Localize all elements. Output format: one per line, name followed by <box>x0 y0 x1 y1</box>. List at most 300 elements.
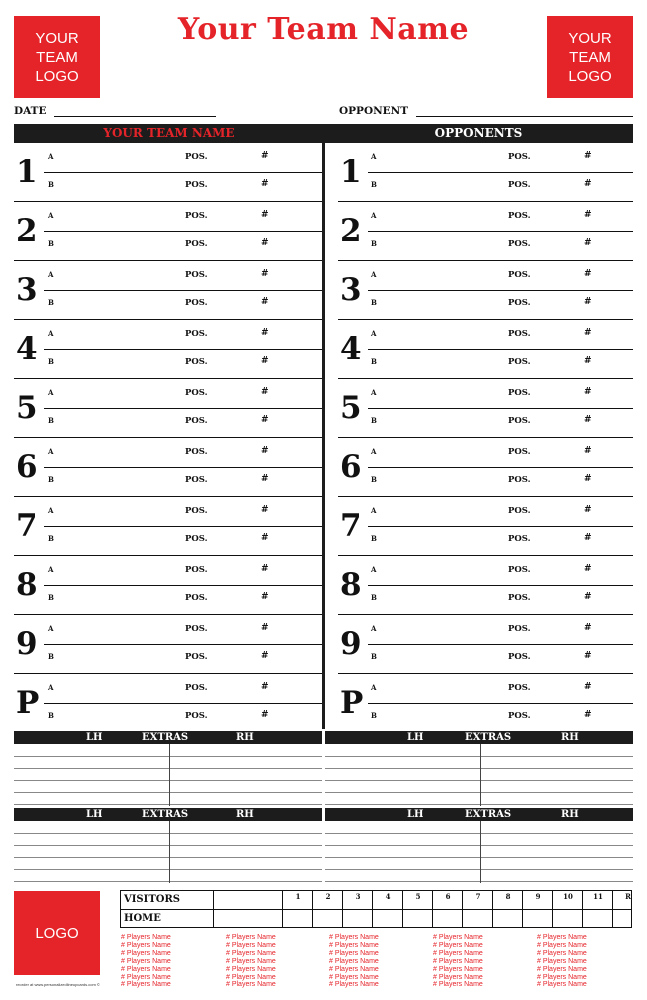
pos-label: POS. <box>508 180 531 190</box>
inning-label: R <box>625 892 631 901</box>
slot-a-label: A <box>48 624 54 633</box>
extras-column-divider <box>480 821 481 883</box>
number-label: # <box>584 474 592 484</box>
slot-number: 8 <box>16 567 38 603</box>
slot-b-label: B <box>48 416 54 425</box>
pos-label: POS. <box>508 565 531 575</box>
pos-label: POS. <box>508 683 531 693</box>
player-name-line[interactable]: # Players Name <box>537 973 587 981</box>
slot-b-label: B <box>48 652 54 661</box>
roster-slot[interactable] <box>338 497 633 556</box>
date-label: DATE <box>14 105 47 117</box>
slot-number: 4 <box>340 331 362 367</box>
visitors-label: VISITORS <box>124 894 181 905</box>
number-label: # <box>261 651 269 661</box>
pos-label: POS. <box>508 534 531 544</box>
number-label: # <box>261 151 269 161</box>
team-logo-left: YOUR TEAM LOGO <box>14 16 100 98</box>
slot-number: 3 <box>16 272 38 308</box>
inning-label: 2 <box>325 892 331 901</box>
player-name-line[interactable]: # Players Name <box>121 957 171 965</box>
extras-label: EXTRAS <box>465 809 512 820</box>
number-label: # <box>261 210 269 220</box>
scoreboard-column-line <box>552 891 553 927</box>
pos-label: POS. <box>508 593 531 603</box>
slot-a-label: A <box>371 388 377 397</box>
players-column-3 <box>329 934 429 989</box>
number-label: # <box>261 710 269 720</box>
inning-label: 5 <box>415 892 421 901</box>
pos-label: POS. <box>508 652 531 662</box>
pos-label: POS. <box>508 152 531 162</box>
pos-label: POS. <box>508 447 531 457</box>
extras-row-line <box>325 881 633 882</box>
roster-slot[interactable] <box>338 261 633 320</box>
slot-a-label: A <box>48 270 54 279</box>
slot-divider-line <box>44 703 322 704</box>
scoreboard-column-line <box>402 891 403 927</box>
player-name-line[interactable]: # Players Name <box>433 934 483 941</box>
extras-row-line <box>325 804 633 805</box>
slot-number: 1 <box>16 154 38 190</box>
extras-row-line <box>325 756 633 757</box>
player-name-line[interactable]: # Players Name <box>121 934 171 941</box>
roster-slot[interactable] <box>338 674 633 733</box>
slot-b-label: B <box>48 180 54 189</box>
number-label: # <box>584 210 592 220</box>
player-name-line[interactable]: # Players Name <box>226 981 276 989</box>
slot-a-label: A <box>371 152 377 161</box>
player-name-line[interactable]: # Players Name <box>226 949 276 957</box>
player-name-line[interactable]: # Players Name <box>121 941 171 949</box>
slot-a-label: A <box>371 565 377 574</box>
slot-number: 6 <box>16 449 38 485</box>
slot-number: P <box>16 685 40 721</box>
extras-area-opponent-bottom[interactable] <box>325 821 633 883</box>
extras-bar-team-bottom <box>14 808 322 821</box>
slot-a-label: A <box>48 329 54 338</box>
number-label: # <box>261 238 269 248</box>
inning-label: 10 <box>563 892 573 901</box>
slot-divider-line <box>368 231 633 232</box>
slot-divider-line <box>368 526 633 527</box>
players-column-2 <box>226 934 326 989</box>
player-name-line[interactable]: # Players Name <box>121 981 171 989</box>
inning-label: 7 <box>475 892 481 901</box>
lh-label: LH <box>86 809 103 820</box>
pos-label: POS. <box>185 416 208 426</box>
number-label: # <box>261 474 269 484</box>
opponents-header: OPPONENTS <box>434 126 523 140</box>
player-name-line[interactable]: # Players Name <box>329 941 379 949</box>
rh-label: RH <box>561 732 579 743</box>
player-name-line[interactable]: # Players Name <box>537 957 587 965</box>
pos-label: POS. <box>508 388 531 398</box>
slot-a-label: A <box>371 683 377 692</box>
slot-number: 2 <box>340 213 362 249</box>
pos-label: POS. <box>508 506 531 516</box>
slot-number: 8 <box>340 567 362 603</box>
extras-area-opponent-top[interactable] <box>325 744 633 806</box>
player-name-line[interactable]: # Players Name <box>226 973 276 981</box>
slot-a-label: A <box>371 506 377 515</box>
pos-label: POS. <box>508 416 531 426</box>
number-label: # <box>584 415 592 425</box>
roster-slot[interactable] <box>338 143 633 202</box>
slot-divider-line <box>368 703 633 704</box>
number-label: # <box>261 415 269 425</box>
pos-label: POS. <box>185 565 208 575</box>
number-label: # <box>584 623 592 633</box>
extras-row-line <box>14 869 322 870</box>
scoreboard-column-line <box>342 891 343 927</box>
player-name-line[interactable]: # Players Name <box>121 973 171 981</box>
extras-row-line <box>14 881 322 882</box>
slot-divider-line <box>368 408 633 409</box>
players-column-4 <box>433 934 533 989</box>
pos-label: POS. <box>185 652 208 662</box>
player-name-line[interactable]: # Players Name <box>226 941 276 949</box>
team-logo-right: YOUR TEAM LOGO <box>547 16 633 98</box>
inning-label: 1 <box>295 892 301 901</box>
inning-label: 3 <box>355 892 361 901</box>
slot-divider-line <box>368 172 633 173</box>
slot-divider-line <box>44 585 322 586</box>
extras-label: EXTRAS <box>465 732 512 743</box>
number-label: # <box>261 533 269 543</box>
pos-label: POS. <box>185 239 208 249</box>
rh-label: RH <box>236 732 254 743</box>
scoreboard-column-line <box>612 891 613 927</box>
number-label: # <box>261 682 269 692</box>
pos-label: POS. <box>185 624 208 634</box>
scoreboard-column-line <box>492 891 493 927</box>
slot-a-label: A <box>48 211 54 220</box>
pos-label: POS. <box>185 683 208 693</box>
number-label: # <box>584 651 592 661</box>
player-name-line[interactable]: # Players Name <box>226 957 276 965</box>
number-label: # <box>261 328 269 338</box>
slot-number: 7 <box>340 508 362 544</box>
scoreboard-column-line <box>372 891 373 927</box>
inning-label: 8 <box>505 892 511 901</box>
logo-bottom: LOGO <box>14 891 100 975</box>
slot-number: 2 <box>16 213 38 249</box>
slot-divider-line <box>44 526 322 527</box>
players-column-1 <box>121 934 221 989</box>
slot-number: 7 <box>16 508 38 544</box>
scoreboard-column-line <box>282 891 283 927</box>
pos-label: POS. <box>185 152 208 162</box>
pos-label: POS. <box>185 270 208 280</box>
player-name-line[interactable]: # Players Name <box>537 941 587 949</box>
extras-area-team-top[interactable] <box>14 744 322 806</box>
inning-label: 9 <box>535 892 541 901</box>
slot-a-label: A <box>371 447 377 456</box>
number-label: # <box>261 564 269 574</box>
player-name-line[interactable]: # Players Name <box>433 957 483 965</box>
slot-number: 6 <box>340 449 362 485</box>
slot-divider-line <box>44 290 322 291</box>
players-column-5 <box>537 934 637 989</box>
page-title: Your Team Name <box>177 12 470 47</box>
slot-b-label: B <box>48 534 54 543</box>
pos-label: POS. <box>508 298 531 308</box>
rh-label: RH <box>561 809 579 820</box>
roster-slot[interactable] <box>14 143 322 202</box>
slot-b-label: B <box>371 475 377 484</box>
player-name-line[interactable]: # Players Name <box>121 965 171 973</box>
pos-label: POS. <box>185 475 208 485</box>
roster-slot[interactable] <box>338 438 633 497</box>
number-label: # <box>261 179 269 189</box>
slot-b-label: B <box>371 534 377 543</box>
player-name-line[interactable]: # Players Name <box>537 965 587 973</box>
number-label: # <box>584 269 592 279</box>
roster-slot[interactable] <box>338 556 633 615</box>
footer-note: reorder at www.personalizedlineupcards.com © <box>16 982 100 987</box>
roster-slot[interactable] <box>338 615 633 674</box>
player-name-line[interactable]: # Players Name <box>329 981 379 989</box>
slot-b-label: B <box>371 652 377 661</box>
extras-column-divider <box>169 744 170 806</box>
slot-a-label: A <box>48 683 54 692</box>
slot-divider-line <box>44 172 322 173</box>
opponent-label: OPPONENT <box>339 105 409 117</box>
scoreboard-column-line <box>432 891 433 927</box>
number-label: # <box>584 564 592 574</box>
inning-label: 4 <box>385 892 391 901</box>
player-name-line[interactable]: # Players Name <box>433 973 483 981</box>
roster-slot[interactable] <box>14 379 322 438</box>
slot-b-label: B <box>48 711 54 720</box>
number-label: # <box>584 387 592 397</box>
pos-label: POS. <box>185 388 208 398</box>
number-label: # <box>584 238 592 248</box>
number-label: # <box>584 710 592 720</box>
player-name-line[interactable]: # Players Name <box>537 934 587 941</box>
player-name-line[interactable]: # Players Name <box>329 973 379 981</box>
extras-label: EXTRAS <box>142 809 189 820</box>
pos-label: POS. <box>508 624 531 634</box>
extras-row-line <box>14 833 322 834</box>
number-label: # <box>261 269 269 279</box>
slot-b-label: B <box>371 357 377 366</box>
slot-divider-line <box>368 644 633 645</box>
roster-slot[interactable] <box>14 438 322 497</box>
player-name-line[interactable]: # Players Name <box>329 949 379 957</box>
slot-b-label: B <box>371 593 377 602</box>
slot-a-label: A <box>371 329 377 338</box>
slot-divider-line <box>44 349 322 350</box>
number-label: # <box>584 533 592 543</box>
slot-b-label: B <box>48 239 54 248</box>
pos-label: POS. <box>185 447 208 457</box>
pos-label: POS. <box>185 329 208 339</box>
slot-b-label: B <box>371 416 377 425</box>
slot-a-label: A <box>48 152 54 161</box>
extras-row-line <box>325 768 633 769</box>
extras-row-line <box>325 792 633 793</box>
extras-row-line <box>325 833 633 834</box>
slot-a-label: A <box>48 506 54 515</box>
pos-label: POS. <box>508 211 531 221</box>
scoreboard-column-line <box>582 891 583 927</box>
pos-label: POS. <box>185 211 208 221</box>
number-label: # <box>261 387 269 397</box>
number-label: # <box>261 505 269 515</box>
slot-number: 1 <box>340 154 362 190</box>
slot-number: 9 <box>16 626 38 662</box>
extras-row-line <box>325 780 633 781</box>
roster-slot[interactable] <box>14 497 322 556</box>
extras-row-line <box>14 845 322 846</box>
slot-b-label: B <box>371 298 377 307</box>
pos-label: POS. <box>508 711 531 721</box>
extras-row-line <box>14 756 322 757</box>
roster-divider <box>322 143 325 729</box>
pos-label: POS. <box>185 298 208 308</box>
extras-area-team-bottom[interactable] <box>14 821 322 883</box>
player-name-line[interactable]: # Players Name <box>433 965 483 973</box>
number-label: # <box>584 682 592 692</box>
number-label: # <box>261 297 269 307</box>
slot-b-label: B <box>48 357 54 366</box>
lh-label: LH <box>86 732 103 743</box>
home-label: HOME <box>124 913 161 924</box>
roster-slot[interactable] <box>14 261 322 320</box>
slot-a-label: A <box>48 388 54 397</box>
roster-slot[interactable] <box>338 202 633 261</box>
roster-header-bar <box>14 124 633 143</box>
scoreboard-column-line <box>462 891 463 927</box>
slot-b-label: B <box>48 475 54 484</box>
slot-divider-line <box>368 290 633 291</box>
player-name-line[interactable]: # Players Name <box>433 981 483 989</box>
number-label: # <box>584 328 592 338</box>
extras-row-line <box>325 869 633 870</box>
extras-row-line <box>14 768 322 769</box>
slot-b-label: B <box>371 711 377 720</box>
slot-a-label: A <box>48 447 54 456</box>
pos-label: POS. <box>185 357 208 367</box>
roster-slot[interactable] <box>14 615 322 674</box>
player-name-line[interactable]: # Players Name <box>537 981 587 989</box>
number-label: # <box>584 592 592 602</box>
rh-label: RH <box>236 809 254 820</box>
roster-panel-opponent <box>338 143 633 729</box>
slot-divider-line <box>44 467 322 468</box>
pos-label: POS. <box>185 593 208 603</box>
inning-label: 6 <box>445 892 451 901</box>
roster-slot[interactable] <box>338 320 633 379</box>
extras-row-line <box>14 857 322 858</box>
player-name-line[interactable]: # Players Name <box>226 934 276 941</box>
number-label: # <box>584 356 592 366</box>
slot-number: 4 <box>16 331 38 367</box>
player-name-line[interactable]: # Players Name <box>226 965 276 973</box>
number-label: # <box>584 151 592 161</box>
slot-b-label: B <box>48 298 54 307</box>
pos-label: POS. <box>185 711 208 721</box>
player-name-line[interactable]: # Players Name <box>433 941 483 949</box>
pos-label: POS. <box>508 357 531 367</box>
pos-label: POS. <box>508 270 531 280</box>
scoreboard-divider <box>121 909 631 910</box>
slot-a-label: A <box>371 211 377 220</box>
slot-number: 3 <box>340 272 362 308</box>
roster-slot[interactable] <box>14 202 322 261</box>
extras-bar-opponent-bottom <box>325 808 633 821</box>
slot-b-label: B <box>371 180 377 189</box>
lh-label: LH <box>407 809 424 820</box>
player-name-line[interactable]: # Players Name <box>433 949 483 957</box>
date-line[interactable] <box>54 116 216 117</box>
extras-row-line <box>14 792 322 793</box>
slot-a-label: A <box>371 270 377 279</box>
slot-number: 5 <box>16 390 38 426</box>
slot-number: 9 <box>340 626 362 662</box>
pos-label: POS. <box>185 534 208 544</box>
pos-label: POS. <box>185 180 208 190</box>
number-label: # <box>584 297 592 307</box>
player-name-line[interactable]: # Players Name <box>537 949 587 957</box>
slot-b-label: B <box>48 593 54 602</box>
scoreboard <box>120 890 632 928</box>
opponent-line[interactable] <box>416 116 633 117</box>
scoreboard-column-line <box>213 891 214 927</box>
slot-divider-line <box>44 231 322 232</box>
inning-label: 11 <box>593 892 603 901</box>
scoreboard-column-line <box>312 891 313 927</box>
number-label: # <box>261 592 269 602</box>
number-label: # <box>261 446 269 456</box>
player-name-line[interactable]: # Players Name <box>329 965 379 973</box>
slot-number: 5 <box>340 390 362 426</box>
team-name-header: YOUR TEAM NAME <box>103 126 235 140</box>
roster-slot[interactable] <box>14 320 322 379</box>
pos-label: POS. <box>508 239 531 249</box>
slot-divider-line <box>368 585 633 586</box>
slot-divider-line <box>368 349 633 350</box>
roster-slot[interactable] <box>14 556 322 615</box>
number-label: # <box>261 356 269 366</box>
extras-label: EXTRAS <box>142 732 189 743</box>
extras-bar-team-top <box>14 731 322 744</box>
roster-slot[interactable] <box>338 379 633 438</box>
extras-column-divider <box>169 821 170 883</box>
extras-row-line <box>14 780 322 781</box>
scoreboard-column-line <box>522 891 523 927</box>
player-name-line[interactable]: # Players Name <box>329 934 379 941</box>
slot-divider-line <box>44 408 322 409</box>
extras-bar-opponent-top <box>325 731 633 744</box>
roster-panel-team <box>14 143 322 729</box>
number-label: # <box>584 505 592 515</box>
pos-label: POS. <box>185 506 208 516</box>
extras-column-divider <box>480 744 481 806</box>
slot-a-label: A <box>371 624 377 633</box>
player-name-line[interactable]: # Players Name <box>329 957 379 965</box>
slot-a-label: A <box>48 565 54 574</box>
number-label: # <box>261 623 269 633</box>
player-name-line[interactable]: # Players Name <box>121 949 171 957</box>
number-label: # <box>584 446 592 456</box>
extras-row-line <box>325 857 633 858</box>
extras-row-line <box>325 845 633 846</box>
roster-slot[interactable] <box>14 674 322 733</box>
pos-label: POS. <box>508 329 531 339</box>
